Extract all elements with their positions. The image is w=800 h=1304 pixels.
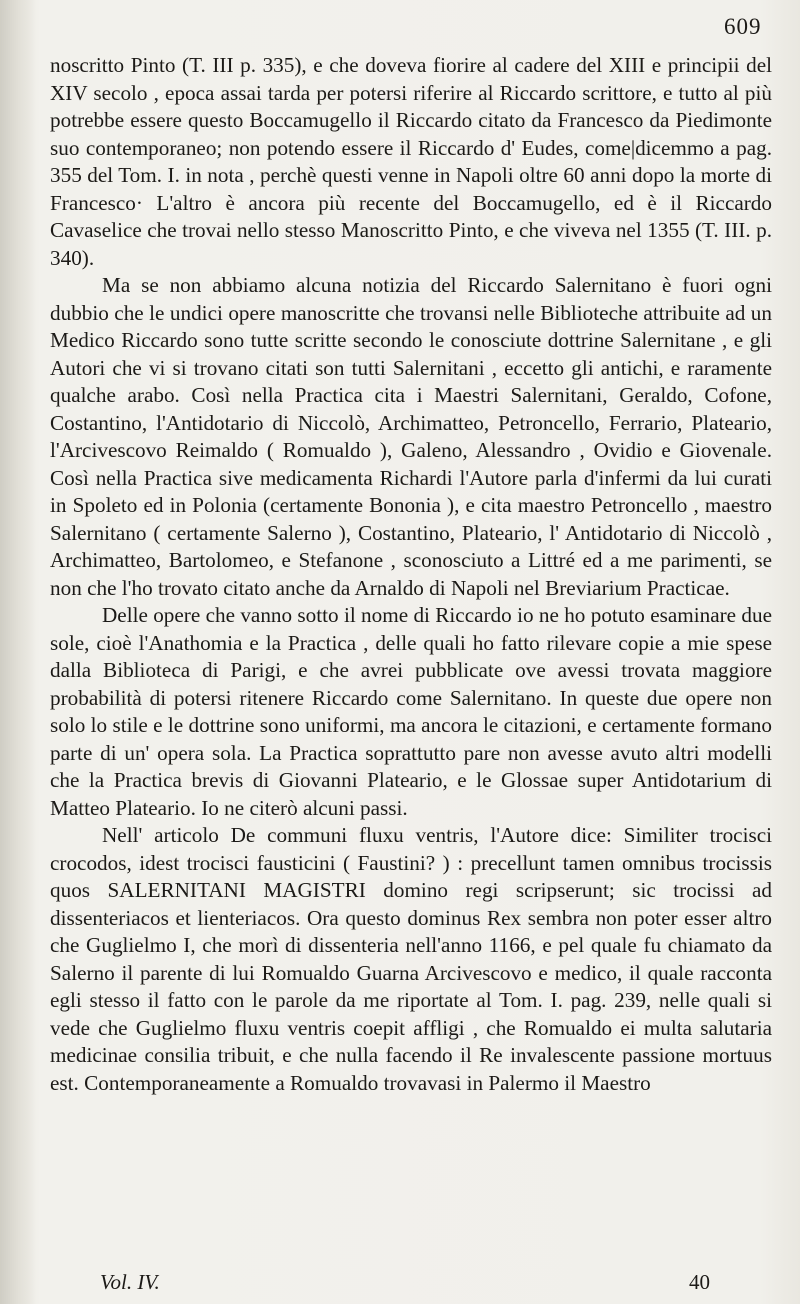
paragraph-4: Nell' articolo De communi fluxu ventris, l'Autore dice: Similiter trocisci crocodos, idest trocisci fausticini ( Faustini? ) : precellunt tamen omnibus trocissis quos SALERNITANI MAGISTRI domino regi scripserunt; sic trocissi ad dissenteriacos et lienteriacos. Ora questo dominus Rex sembra non poter esser altro che Guglielmo I, che morì di dissenteria nell'anno 1166, e pel quale fu chiamato da Salerno il parente di lui Romualdo Guarna Arcivescovo e medico, il quale racconta egli stesso il fatto con le parole da me riportate al Tom. I. pag. 239, nelle quali si vede che Guglielmo fluxu ventris coepit affligi , che Romualdo ei multa salutaria medicinae consilia tribuit, e che nulla facendo il Re invalescente passione mortuus est. Contemporaneamente a Romualdo trovavasi in Palermo il Maestro: [50, 823, 772, 1095]
page-number: 609: [724, 14, 762, 39]
paragraph-1: noscritto Pinto (T. III p. 335), e che doveva fiorire al cadere del XIII e principii del XIV secolo , epoca assai tarda per potersi riferire al Riccardo scrittore, e tutto al più potrebbe essere questo Boccamugello il Riccardo citato da Francesco da Piedimonte suo contemporaneo; non potendo essere il Riccardo d' Eudes, come|dicemmo a pag. 355 del Tom. I. in nota , perchè questi venne in Napoli oltre 60 anni dopo la morte di Francesco· L'altro è ancora più recente del Boccamugello, ed è il Riccardo Cavaselice che trovai nello stesso Manoscritto Pinto, e che viveva nel 1355 (T. III. p. 340).: [50, 53, 772, 270]
paragraph-2: Ma se non abbiamo alcuna notizia del Riccardo Salernitano è fuori ogni dubbio che le undici opere manoscritte che trovansi nelle Biblioteche attribuite ad un Medico Riccardo sono tutte scritte secondo le conosciute dottrine Salernitane , e gli Autori che vi si trovano citati son tutti Salernitani , eccetto gli antichi, e raramente qualche arabo. Così nella Practica cita i Maestri Salernitani, Geraldo, Cofone, Costantino, l'Antidotario di Niccolò, Archimatteo, Petroncello, Ferrario, Plateario, l'Arcivescovo Reimaldo ( Romualdo ), Galeno, Alessandro , Ovidio e Giovenale. Così nella Practica sive medicamenta Richardi l'Autore parla d'infermi da lui curati in Spoleto ed in Polonia (certamente Bononia ), e cita maestro Petroncello , maestro Salernitano ( certamente Salerno ), Costantino, Plateario, l' Antidotario di Niccolò , Archimatteo, Bartolomeo, e Stefanone , sconosciuto a Littré ed a me parimenti, se non che l'ho trovato citato anche da Arnaldo di Napoli nel Breviarium Practicae.: [50, 273, 772, 600]
footer-signature: 40: [689, 1270, 710, 1294]
binding-gutter-shadow: [0, 0, 36, 1304]
page-footer: [100, 1270, 710, 1295]
footer-volume: Vol. IV.: [100, 1270, 160, 1294]
paragraph-3: Delle opere che vanno sotto il nome di Riccardo io ne ho potuto esaminare due sole, cioè l'Anathomia e la Practica , delle quali ho fatto rilevare copie a mie spese dalla Biblioteca di Parigi, e che avrei pubblicate ove avessi trovata maggiore probabilità di potersi ritenere Riccardo come Salernitano. In queste due opere non solo lo stile e le dottrine sono uniformi, ma ancora le citazioni, e certamente formano parte di un' opera sola. La Practica soprattutto pare non avesse avuto altri modelli che la Practica brevis di Giovanni Plateario, e le Glossae super Antidotarium di Matteo Plateario. Io ne citerò alcuni passi.: [50, 603, 772, 820]
body-text: [50, 52, 772, 1097]
